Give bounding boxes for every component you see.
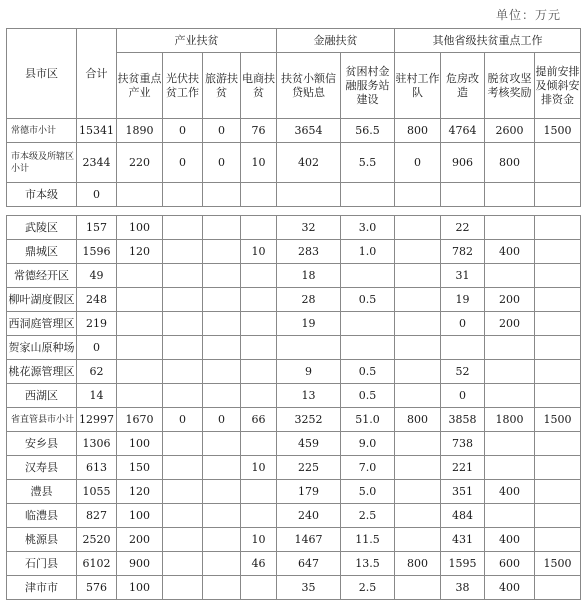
cell-ind1: 100 <box>117 432 163 456</box>
row-name: 鼎城区 <box>7 240 77 264</box>
cell-ind3: 0 <box>203 119 241 143</box>
cell-oth1 <box>395 312 441 336</box>
cell-ind2: 0 <box>163 143 203 183</box>
cell-ind3 <box>203 576 241 600</box>
cell-ind4: 10 <box>241 143 277 183</box>
table-row <box>7 552 581 576</box>
cell-oth4 <box>535 216 581 240</box>
header-group-other: 其他省级扶贫重点工作 <box>395 29 581 53</box>
cell-ind1 <box>117 183 163 207</box>
cell-ind2 <box>163 384 203 408</box>
cell-ind2 <box>163 312 203 336</box>
cell-ind1: 220 <box>117 143 163 183</box>
header-industry-key: 扶贫重点产业 <box>117 53 163 119</box>
header-finance-microloan: 扶贫小额信贷贴息 <box>277 53 341 119</box>
row-name: 市本级 <box>7 183 77 207</box>
cell-ind4: 10 <box>241 528 277 552</box>
cell-fin2: 2.5 <box>341 576 395 600</box>
cell-oth2: 431 <box>441 528 485 552</box>
cell-fin2: 13.5 <box>341 552 395 576</box>
cell-ind2 <box>163 288 203 312</box>
cell-fin1: 13 <box>277 384 341 408</box>
cell-fin1: 18 <box>277 264 341 288</box>
cell-fin1: 35 <box>277 576 341 600</box>
cell-ind4 <box>241 432 277 456</box>
cell-oth4 <box>535 240 581 264</box>
cell-ind1 <box>117 336 163 360</box>
header-group-finance: 金融扶贫 <box>277 29 395 53</box>
cell-oth4 <box>535 480 581 504</box>
table-row <box>7 528 581 552</box>
cell-oth1 <box>395 264 441 288</box>
cell-oth4 <box>535 143 581 183</box>
cell-ind1: 900 <box>117 552 163 576</box>
cell-total: 613 <box>77 456 117 480</box>
cell-ind2: 0 <box>163 119 203 143</box>
cell-oth2: 4764 <box>441 119 485 143</box>
cell-fin1: 9 <box>277 360 341 384</box>
cell-oth3: 2600 <box>485 119 535 143</box>
cell-ind2 <box>163 183 203 207</box>
cell-ind3 <box>203 384 241 408</box>
cell-ind4 <box>241 480 277 504</box>
cell-oth3: 1800 <box>485 408 535 432</box>
cell-oth3: 400 <box>485 528 535 552</box>
cell-ind2 <box>163 336 203 360</box>
cell-oth1: 800 <box>395 552 441 576</box>
cell-oth3 <box>485 183 535 207</box>
cell-oth2: 38 <box>441 576 485 600</box>
cell-oth1: 800 <box>395 119 441 143</box>
table-row <box>7 288 581 312</box>
cell-total: 2520 <box>77 528 117 552</box>
table-row-city-subtotal <box>7 143 581 183</box>
row-name: 武陵区 <box>7 216 77 240</box>
cell-oth2: 3858 <box>441 408 485 432</box>
row-name: 澧县 <box>7 480 77 504</box>
row-name: 西洞庭管理区 <box>7 312 77 336</box>
cell-fin1: 1467 <box>277 528 341 552</box>
cell-fin2 <box>341 264 395 288</box>
header-industry-ecommerce: 电商扶贫 <box>241 53 277 119</box>
cell-oth4 <box>535 360 581 384</box>
cell-fin2: 9.0 <box>341 432 395 456</box>
cell-ind4: 76 <box>241 119 277 143</box>
cell-oth1 <box>395 384 441 408</box>
table-row-county-subtotal <box>7 408 581 432</box>
cell-fin2: 2.5 <box>341 504 395 528</box>
cell-oth2: 52 <box>441 360 485 384</box>
cell-oth2 <box>441 183 485 207</box>
header-other-team: 驻村工作队 <box>395 53 441 119</box>
cell-fin2: 7.0 <box>341 456 395 480</box>
table-row <box>7 504 581 528</box>
cell-oth1 <box>395 240 441 264</box>
cell-ind4: 10 <box>241 456 277 480</box>
header-industry-tourism: 旅游扶贫 <box>203 53 241 119</box>
cell-oth4 <box>535 336 581 360</box>
cell-fin1: 402 <box>277 143 341 183</box>
cell-total: 49 <box>77 264 117 288</box>
cell-ind1: 120 <box>117 480 163 504</box>
cell-oth1 <box>395 528 441 552</box>
table-row <box>7 360 581 384</box>
cell-ind2 <box>163 240 203 264</box>
header-total: 合计 <box>77 29 117 119</box>
cell-oth3: 400 <box>485 576 535 600</box>
cell-ind2 <box>163 432 203 456</box>
row-name: 石门县 <box>7 552 77 576</box>
cell-ind2 <box>163 504 203 528</box>
cell-ind1: 1890 <box>117 119 163 143</box>
cell-fin1: 3654 <box>277 119 341 143</box>
cell-fin1: 179 <box>277 480 341 504</box>
cell-fin1: 19 <box>277 312 341 336</box>
cell-fin1 <box>277 336 341 360</box>
cell-fin2: 56.5 <box>341 119 395 143</box>
cell-oth4 <box>535 456 581 480</box>
header-other-housing: 危房改造 <box>441 53 485 119</box>
cell-ind4 <box>241 360 277 384</box>
cell-fin2 <box>341 336 395 360</box>
cell-oth3: 800 <box>485 143 535 183</box>
cell-total: 219 <box>77 312 117 336</box>
table-row-changde-subtotal <box>7 119 581 143</box>
cell-ind2 <box>163 552 203 576</box>
cell-total: 157 <box>77 216 117 240</box>
cell-oth1: 0 <box>395 143 441 183</box>
cell-fin1: 647 <box>277 552 341 576</box>
row-name: 常德市小计 <box>7 119 77 143</box>
header-other-award: 脱贫攻坚考核奖励 <box>485 53 535 119</box>
cell-ind4 <box>241 336 277 360</box>
cell-ind3 <box>203 552 241 576</box>
spacer-cell <box>7 207 581 216</box>
cell-ind3 <box>203 456 241 480</box>
cell-ind3 <box>203 264 241 288</box>
table-row <box>7 183 581 207</box>
cell-ind3 <box>203 288 241 312</box>
cell-oth2: 0 <box>441 312 485 336</box>
cell-total: 0 <box>77 183 117 207</box>
cell-fin1: 32 <box>277 216 341 240</box>
cell-oth4 <box>535 504 581 528</box>
header-finance-station: 贫困村金融服务站建设 <box>341 53 395 119</box>
row-name: 西湖区 <box>7 384 77 408</box>
cell-oth2: 221 <box>441 456 485 480</box>
cell-oth4 <box>535 264 581 288</box>
cell-total: 14 <box>77 384 117 408</box>
cell-oth2: 782 <box>441 240 485 264</box>
cell-oth2: 484 <box>441 504 485 528</box>
cell-ind4 <box>241 504 277 528</box>
cell-ind4 <box>241 312 277 336</box>
funding-table <box>6 28 581 600</box>
cell-oth1 <box>395 288 441 312</box>
cell-oth1: 800 <box>395 408 441 432</box>
cell-ind2 <box>163 480 203 504</box>
cell-fin2: 3.0 <box>341 216 395 240</box>
cell-fin2: 0.5 <box>341 288 395 312</box>
cell-ind3 <box>203 183 241 207</box>
cell-oth1 <box>395 360 441 384</box>
cell-oth2: 22 <box>441 216 485 240</box>
cell-ind3 <box>203 240 241 264</box>
cell-total: 12997 <box>77 408 117 432</box>
cell-oth1 <box>395 216 441 240</box>
cell-ind1 <box>117 312 163 336</box>
cell-ind2 <box>163 528 203 552</box>
cell-oth4 <box>535 384 581 408</box>
cell-oth2: 906 <box>441 143 485 183</box>
row-name: 汉寿县 <box>7 456 77 480</box>
header-industry-solar: 光伏扶贫工作 <box>163 53 203 119</box>
table-row <box>7 240 581 264</box>
cell-oth2: 31 <box>441 264 485 288</box>
cell-ind4 <box>241 384 277 408</box>
row-name: 常德经开区 <box>7 264 77 288</box>
cell-oth3 <box>485 504 535 528</box>
header-region: 县市区 <box>7 29 77 119</box>
cell-ind2 <box>163 360 203 384</box>
cell-oth4 <box>535 432 581 456</box>
cell-oth2: 738 <box>441 432 485 456</box>
cell-oth1 <box>395 183 441 207</box>
cell-fin1: 283 <box>277 240 341 264</box>
cell-ind4 <box>241 264 277 288</box>
cell-oth3: 400 <box>485 480 535 504</box>
cell-fin1 <box>277 183 341 207</box>
cell-fin2: 1.0 <box>341 240 395 264</box>
row-name: 柳叶湖度假区 <box>7 288 77 312</box>
row-name: 省直管县市小计 <box>7 408 77 432</box>
cell-ind3 <box>203 336 241 360</box>
cell-total: 15341 <box>77 119 117 143</box>
cell-ind1 <box>117 264 163 288</box>
cell-total: 827 <box>77 504 117 528</box>
cell-ind1: 1670 <box>117 408 163 432</box>
table-row <box>7 216 581 240</box>
cell-total: 576 <box>77 576 117 600</box>
cell-fin2: 11.5 <box>341 528 395 552</box>
cell-fin2 <box>341 183 395 207</box>
cell-oth3 <box>485 360 535 384</box>
cell-total: 1306 <box>77 432 117 456</box>
cell-oth1 <box>395 504 441 528</box>
cell-oth2: 0 <box>441 384 485 408</box>
cell-oth3: 600 <box>485 552 535 576</box>
row-name: 津市市 <box>7 576 77 600</box>
cell-oth4 <box>535 312 581 336</box>
cell-ind3: 0 <box>203 408 241 432</box>
header-group-industry: 产业扶贫 <box>117 29 277 53</box>
cell-ind1: 100 <box>117 504 163 528</box>
cell-oth3: 200 <box>485 288 535 312</box>
cell-ind1: 100 <box>117 216 163 240</box>
cell-oth3: 400 <box>485 240 535 264</box>
cell-ind1: 200 <box>117 528 163 552</box>
cell-ind1 <box>117 288 163 312</box>
cell-oth4 <box>535 528 581 552</box>
cell-oth4 <box>535 183 581 207</box>
cell-ind4: 46 <box>241 552 277 576</box>
cell-ind1: 100 <box>117 576 163 600</box>
cell-ind3 <box>203 480 241 504</box>
cell-ind2 <box>163 264 203 288</box>
cell-ind2 <box>163 216 203 240</box>
cell-ind2: 0 <box>163 408 203 432</box>
cell-fin1: 240 <box>277 504 341 528</box>
cell-oth3 <box>485 384 535 408</box>
cell-fin2: 5.5 <box>341 143 395 183</box>
table-row <box>7 456 581 480</box>
cell-fin1: 459 <box>277 432 341 456</box>
cell-oth1 <box>395 336 441 360</box>
cell-fin2: 0.5 <box>341 360 395 384</box>
cell-oth4: 1500 <box>535 408 581 432</box>
cell-oth3 <box>485 432 535 456</box>
cell-fin2: 5.0 <box>341 480 395 504</box>
cell-total: 62 <box>77 360 117 384</box>
cell-ind4 <box>241 576 277 600</box>
cell-oth3 <box>485 336 535 360</box>
cell-ind1: 120 <box>117 240 163 264</box>
cell-ind3 <box>203 312 241 336</box>
table-row <box>7 384 581 408</box>
cell-total: 0 <box>77 336 117 360</box>
cell-oth4 <box>535 288 581 312</box>
header-other-advance: 提前安排及倾斜安排资金 <box>535 53 581 119</box>
cell-ind3 <box>203 504 241 528</box>
cell-total: 1055 <box>77 480 117 504</box>
table-row <box>7 336 581 360</box>
cell-ind1: 150 <box>117 456 163 480</box>
row-name: 桃花源管理区 <box>7 360 77 384</box>
cell-ind4 <box>241 288 277 312</box>
cell-ind4: 10 <box>241 240 277 264</box>
cell-ind3 <box>203 360 241 384</box>
cell-oth2: 351 <box>441 480 485 504</box>
cell-oth2: 1595 <box>441 552 485 576</box>
table-row <box>7 264 581 288</box>
cell-oth4: 1500 <box>535 119 581 143</box>
cell-ind3 <box>203 432 241 456</box>
cell-oth3: 200 <box>485 312 535 336</box>
cell-oth4 <box>535 576 581 600</box>
row-spacer <box>7 207 581 216</box>
row-name: 桃源县 <box>7 528 77 552</box>
cell-oth1 <box>395 456 441 480</box>
row-name: 临澧县 <box>7 504 77 528</box>
cell-fin2: 0.5 <box>341 384 395 408</box>
table-row <box>7 432 581 456</box>
row-name: 安乡县 <box>7 432 77 456</box>
cell-ind3 <box>203 216 241 240</box>
cell-ind1 <box>117 384 163 408</box>
cell-ind1 <box>117 360 163 384</box>
table-row <box>7 480 581 504</box>
header-row-groups <box>7 29 581 53</box>
cell-total: 248 <box>77 288 117 312</box>
cell-oth2: 19 <box>441 288 485 312</box>
cell-ind4 <box>241 183 277 207</box>
cell-oth4: 1500 <box>535 552 581 576</box>
cell-total: 1596 <box>77 240 117 264</box>
cell-fin2 <box>341 312 395 336</box>
table-row <box>7 576 581 600</box>
row-name: 市本级及所辖区小计 <box>7 143 77 183</box>
cell-fin1: 28 <box>277 288 341 312</box>
cell-total: 6102 <box>77 552 117 576</box>
cell-fin1: 3252 <box>277 408 341 432</box>
cell-fin1: 225 <box>277 456 341 480</box>
cell-oth2 <box>441 336 485 360</box>
cell-oth3 <box>485 216 535 240</box>
cell-oth1 <box>395 480 441 504</box>
row-name: 贺家山原种场 <box>7 336 77 360</box>
unit-label: 单位：万元 <box>495 8 561 22</box>
cell-ind4 <box>241 216 277 240</box>
cell-ind2 <box>163 576 203 600</box>
cell-oth1 <box>395 432 441 456</box>
cell-ind2 <box>163 456 203 480</box>
cell-fin2: 51.0 <box>341 408 395 432</box>
cell-ind3: 0 <box>203 143 241 183</box>
cell-oth3 <box>485 264 535 288</box>
cell-total: 2344 <box>77 143 117 183</box>
cell-oth3 <box>485 456 535 480</box>
cell-ind4: 66 <box>241 408 277 432</box>
table-row <box>7 312 581 336</box>
cell-ind3 <box>203 528 241 552</box>
cell-oth1 <box>395 576 441 600</box>
